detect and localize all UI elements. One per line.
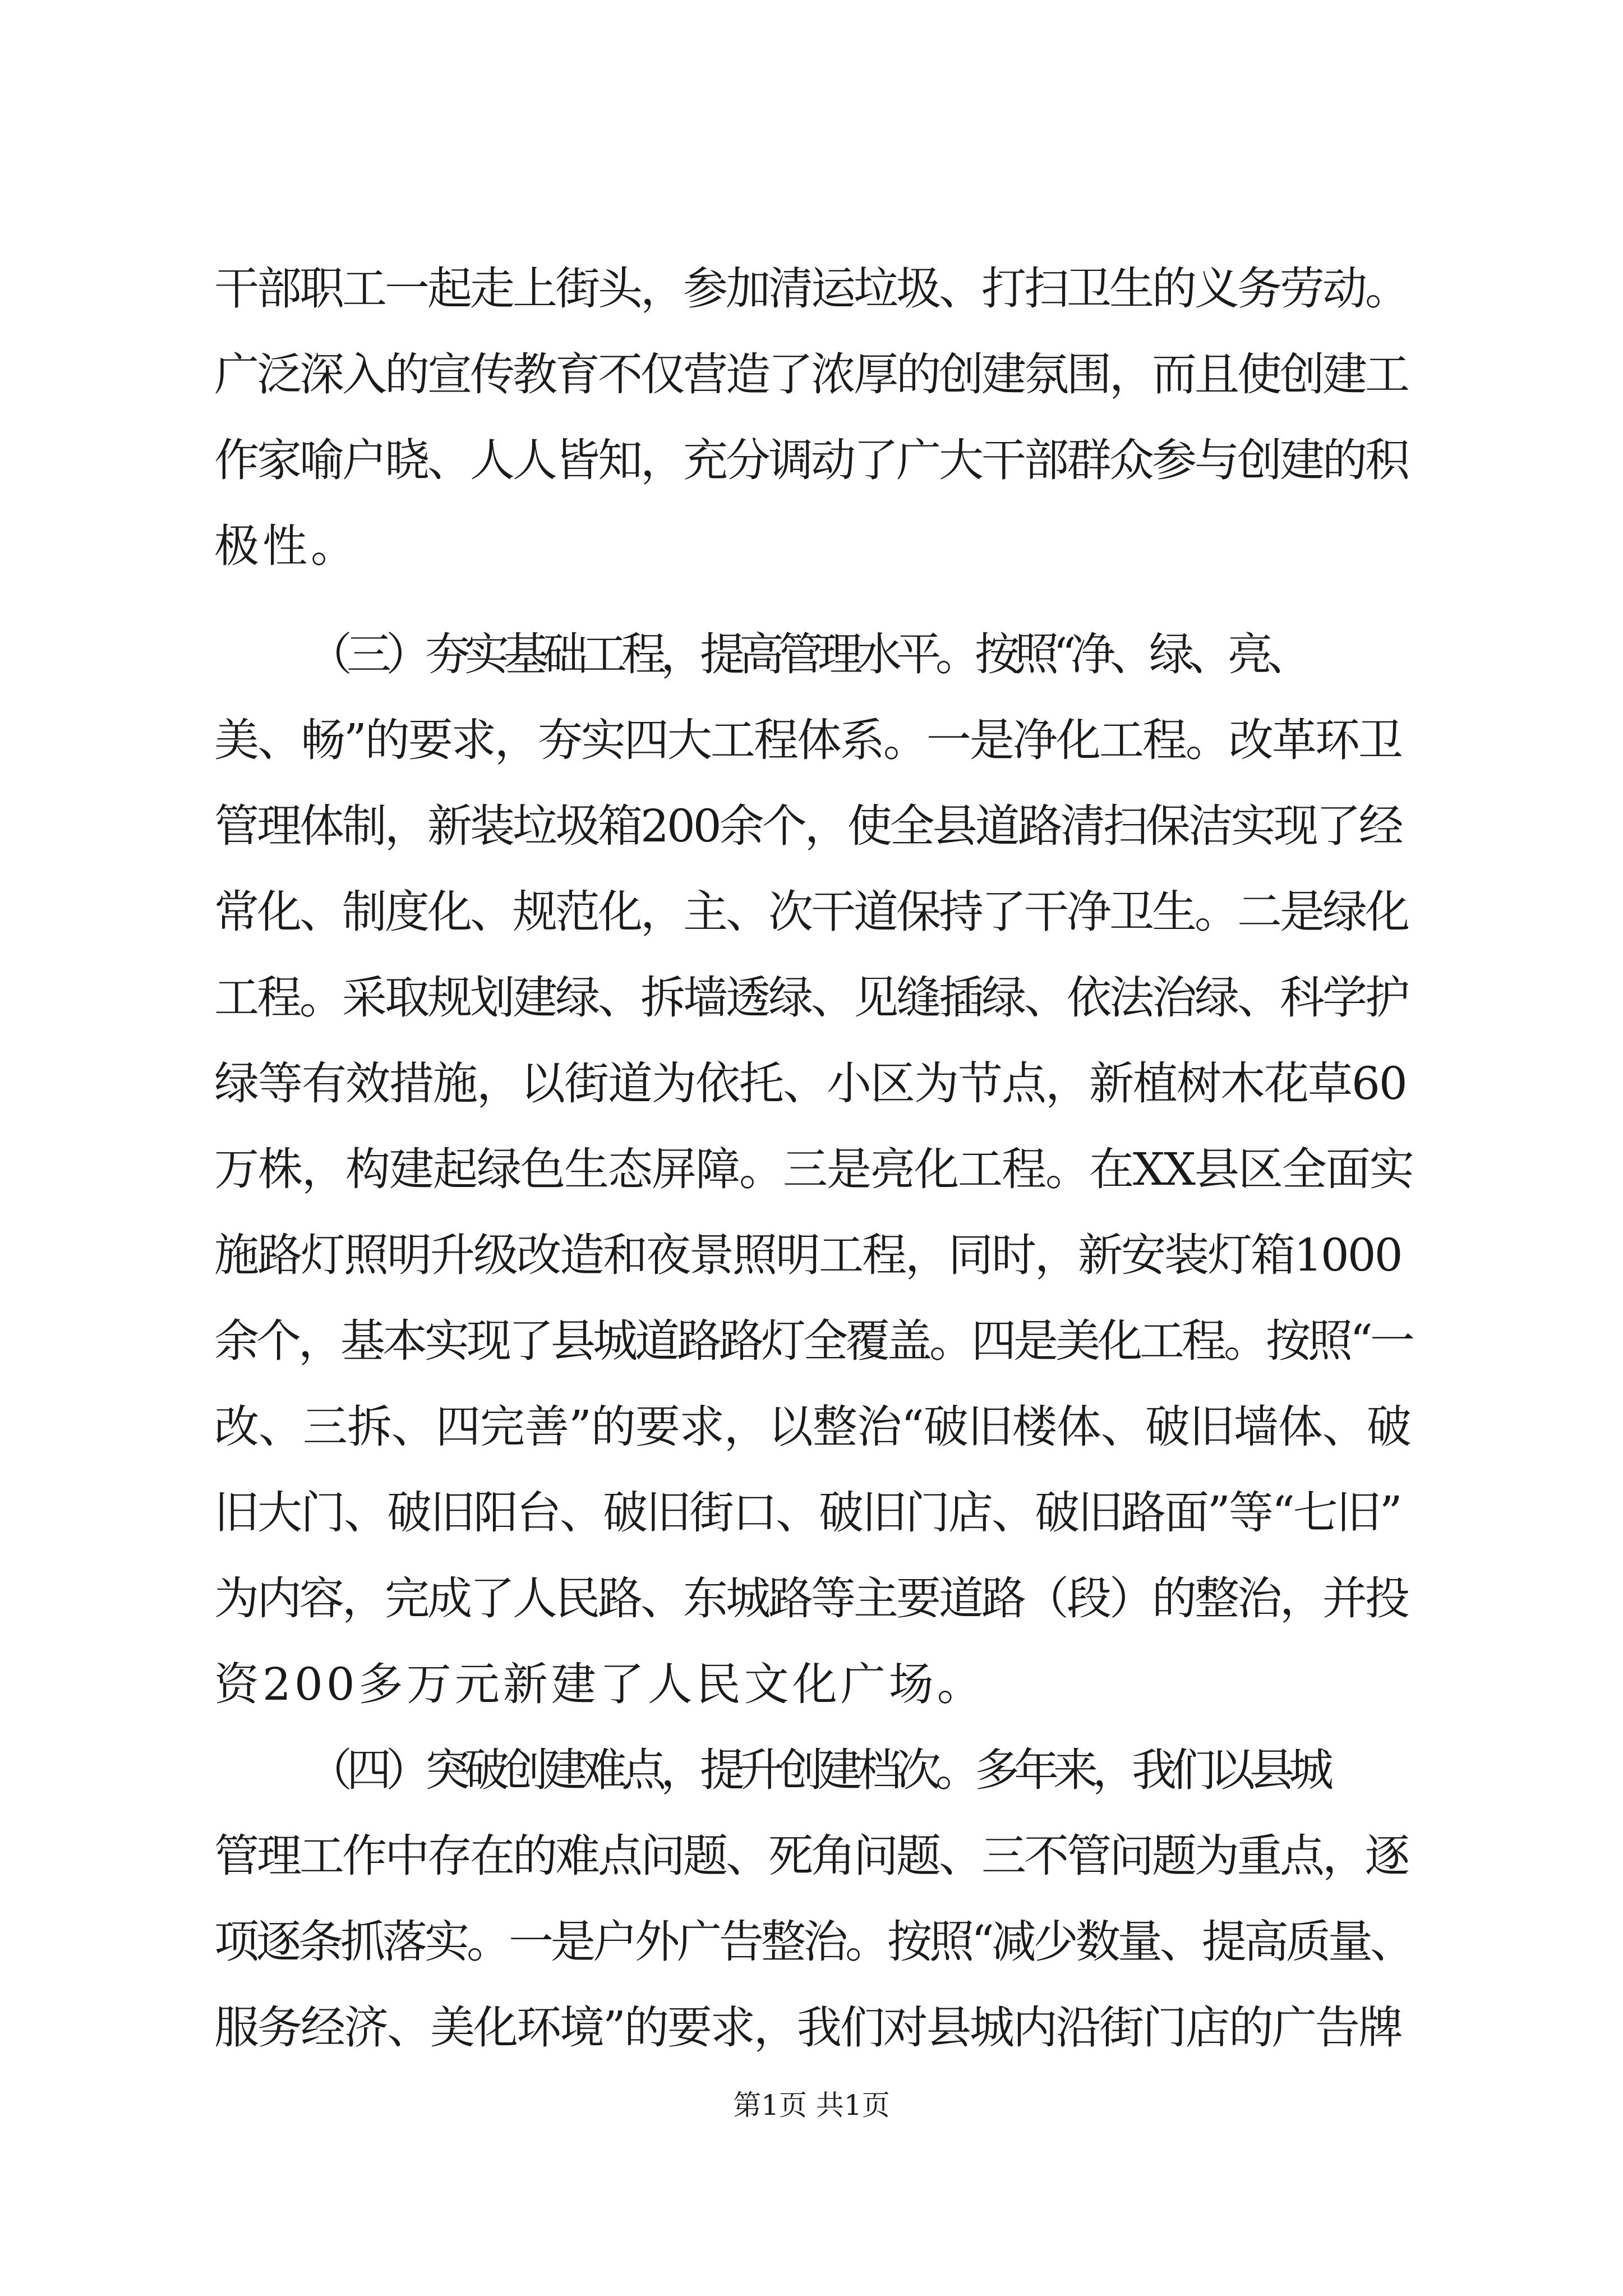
text-line: 广泛深入的宣传教育不仅营造了浓厚的创建氛围，而且使创建工: [214, 348, 1408, 401]
text-line: 旧大门、破旧阳台、破旧街口、破旧门店、破旧路面”等“七旧”: [214, 1487, 1401, 1539]
page-number-footer: 第1页 共1页: [733, 2089, 890, 2122]
text-line: 项逐条抓落实。一是户外广告整治。按照“减少数量、提高质量、: [214, 1916, 1412, 1968]
text-line: 施路灯照明升级改造和夜景照明工程，同时，新安装灯箱1000: [214, 1229, 1401, 1281]
text-line: 管理体制，新装垃圾箱200余个，使全县道路清扫保洁实现了经: [214, 800, 1401, 852]
text-line: 作家喻户晓、人人皆知，充分调动了广大干部群众参与创建的积: [214, 434, 1408, 486]
text-line: 干部职工一起走上街头，参加清运垃圾、打扫卫生的义务劳动。: [214, 263, 1408, 315]
text-line: 管理工作中存在的难点问题、死角问题、三不管问题为重点，逐: [214, 1830, 1408, 1882]
text-line: 为内容，完成了人民路、东城路等主要道路（段）的整治，并投: [214, 1572, 1408, 1625]
text-line: 余个，基本实现了县城道路路灯全覆盖。四是美化工程。按照“一: [214, 1315, 1412, 1367]
text-line: 常化、制度化、规范化，主、次干道保持了干净卫生。二是绿化: [214, 886, 1408, 938]
paragraph-heading-line: （三）夯实基础工程，提高管理水平。按照“净、绿、亮、: [307, 628, 1306, 680]
text-line: 工程。采取规划建绿、拆墙透绿、见缝插绿、依法治绿、科学护: [214, 972, 1408, 1024]
text-line: 极性。: [214, 520, 359, 572]
text-line: 改、三拆、四完善”的要求，以整治“破旧楼体、破旧墙体、破: [214, 1401, 1411, 1453]
text-line: 万株，构建起绿色生态屏障。三是亮化工程。在XX县区全面实: [214, 1143, 1413, 1195]
text-line: 美、畅”的要求，夯实四大工程体系。一是净化工程。改革环卫: [214, 714, 1401, 766]
paragraph-heading-line: （四）突破创建难点，提升创建档次。多年来，我们以县城: [307, 1744, 1328, 1796]
text-line: 服务经济、美化环境”的要求，我们对县城内沿街门店的广告牌: [214, 2001, 1401, 2054]
text-line: 绿等有效措施，以街道为依托、小区为节点，新植树木花草60: [214, 1057, 1407, 1110]
text-line: 资200多万元新建了人民文化广场。: [214, 1658, 985, 1710]
